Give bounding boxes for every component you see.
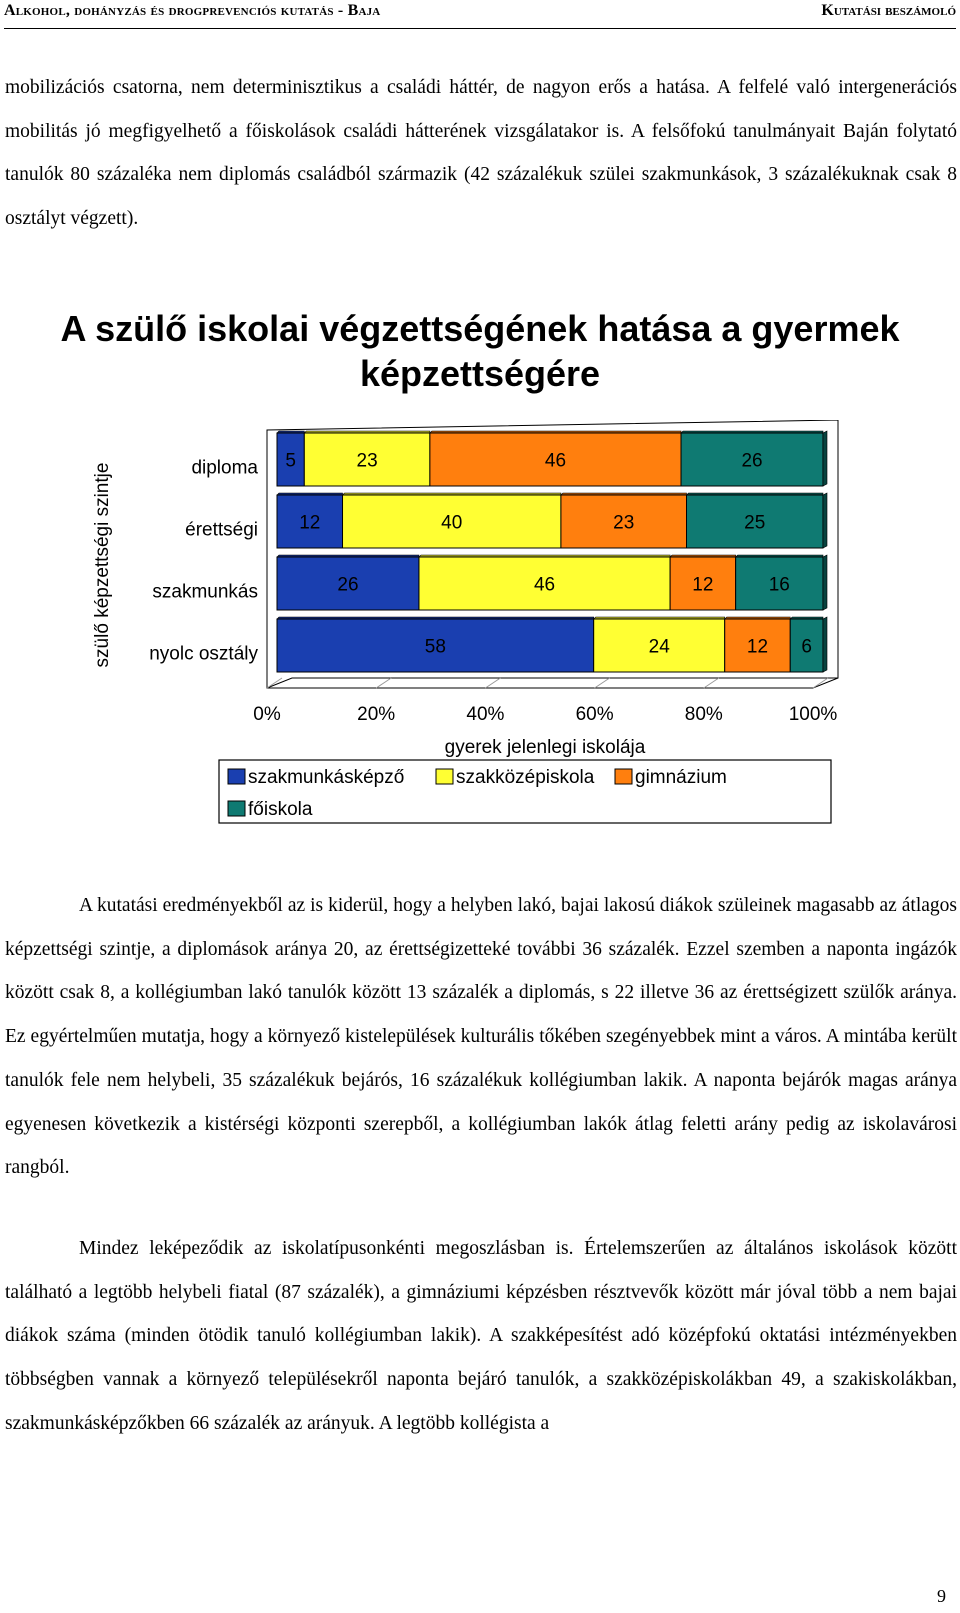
bar-side-face <box>823 431 827 486</box>
data-label: 12 <box>692 574 714 596</box>
data-label: 12 <box>299 512 321 534</box>
data-label: 16 <box>768 574 790 596</box>
legend-swatch <box>228 801 245 816</box>
x-tick-label: 40% <box>466 704 505 725</box>
x-tick-label: 100% <box>788 704 838 725</box>
chart-floor <box>267 678 838 688</box>
x-tick-label: 60% <box>575 704 614 725</box>
x-axis-title: gyerek jelenlegi iskolája <box>444 737 646 758</box>
category-label: szakmunkás <box>152 581 258 603</box>
y-axis-title: szülő képzettségi szintje <box>92 462 113 668</box>
legend-label: szakközépiskola <box>456 767 595 788</box>
data-label: 40 <box>441 512 463 534</box>
bar-side-face <box>823 555 827 610</box>
data-label: 23 <box>613 512 635 534</box>
category-label: diploma <box>191 457 258 479</box>
paragraph-1: mobilizációs csatorna, nem determinisztikus a családi háttér, de nagyon erős a hatása. A felfelé való intergenerációs mobilitás jó megfigyelhető a főiskolások családi hátterének vizsgálatakor is. A felsőfokú tanulmányait Baján folytató tanulók 80 százaléka nem diplomás családból származik (42 százalékuk szülei szakmunkások, 3 százalékuknak csak 8 osztályt végzett). <box>5 77 957 230</box>
header-right-title: Kutatási beszámoló <box>821 2 956 19</box>
x-tick-label: 0% <box>253 704 281 725</box>
category-label: nyolc osztály <box>149 643 258 665</box>
legend-swatch <box>436 769 453 784</box>
running-header <box>4 0 956 29</box>
bar-side-face <box>823 617 827 672</box>
data-label: 24 <box>648 636 670 658</box>
data-label: 46 <box>544 450 567 472</box>
data-label: 5 <box>285 450 296 472</box>
x-tick-label: 80% <box>684 704 723 725</box>
legend-label: gimnázium <box>635 767 727 788</box>
data-label: 26 <box>337 574 359 596</box>
category-label: érettségi <box>185 519 258 541</box>
chart-title: A szülő iskolai végzettségének hatása a gyermek képzettségére <box>60 308 900 394</box>
legend-swatch <box>615 769 632 784</box>
header-left-title: Alkohol, dohányzás és drogprevenciós kutatás - Baja <box>4 2 381 19</box>
data-label: 25 <box>744 512 766 534</box>
bar-side-face <box>823 493 827 548</box>
data-label: 6 <box>801 636 812 658</box>
data-label: 12 <box>746 636 769 658</box>
legend-swatch <box>228 769 245 784</box>
stacked-bar-chart <box>0 420 960 840</box>
data-label: 46 <box>533 574 556 596</box>
data-label: 58 <box>424 636 446 658</box>
paragraph-3: Mindez leképeződik az iskolatípusonkénti megoszlásban is. Értelemszerűen az általános iskolások között található a legtöbb helybeli fiatal (87 százalék), a gimnáziumi képzésben résztvevők között már jóval több a nem bajai diákok száma (minden ötödik tanuló kollégiumban lakik). A szakképesítést adó középfokú oktatási intézményekben többségben vannak a környező településekről naponta bejáró tanulók, a szakközépiskolákban 49, a szakiskolákban, szakmunkásképzőkben 66 százalék az arányuk. A legtöbb kollégista a <box>5 1238 957 1434</box>
data-label: 23 <box>356 450 378 472</box>
data-label: 26 <box>741 450 763 472</box>
paragraph-2: A kutatási eredményekből az is kiderül, hogy a helyben lakó, bajai lakosú diákok szüleinek magasabb az átlagos képzettségi szintje, a diplomások aránya 20, az érettségizetteké további 36 százalék. Ezzel szemben a naponta ingázók között csak 8, a kollégiumban lakó tanulók között 13 százalék a diplomás, s 22 illetve 36 az érettségizett szülők aránya. Ez egyértelműen mutatja, hogy a környező kistelepülések kulturális tőkében szegényebbek mint a város. A mintába került tanulók fele nem helybeli, 35 százalékuk bejárós, 16 százalékuk kollégiumban lakik. A naponta bejárók magas aránya egyenesen következik a kistérségi központi szerepből, a kollégiumban lakók átlag feletti arány pedig az iskolavárosi rangból. <box>5 895 957 1179</box>
legend-label: főiskola <box>248 799 313 820</box>
page-number: 9 <box>937 1586 946 1606</box>
x-tick-label: 20% <box>357 704 396 725</box>
legend-label: szakmunkásképző <box>248 767 405 788</box>
